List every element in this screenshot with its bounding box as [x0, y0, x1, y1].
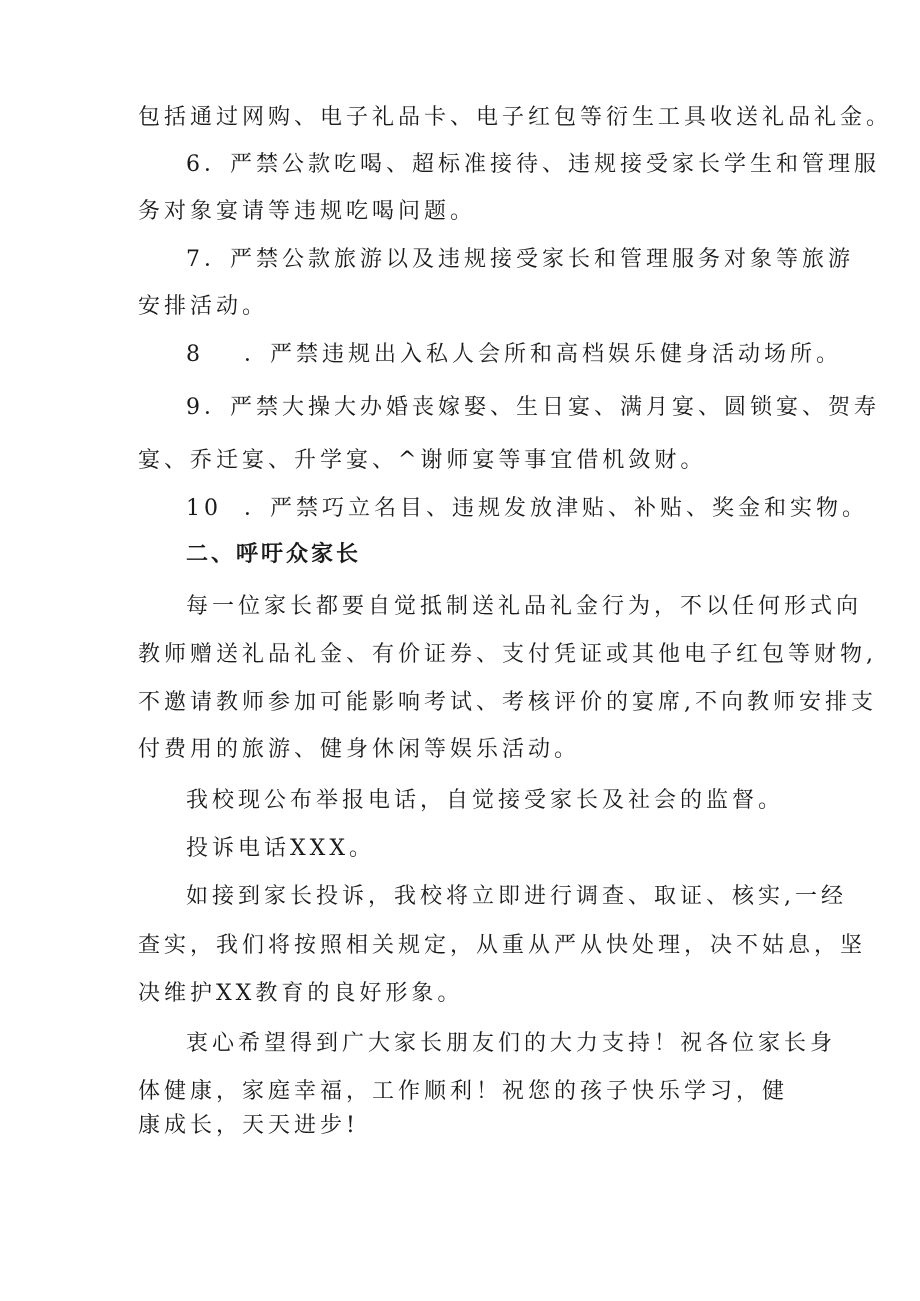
paragraph-line: 决维护XX教育的良好形象。 — [138, 981, 464, 1006]
paragraph-line: 衷心希望得到广大家长朋友们的大力支持！祝各位家长身 — [186, 1031, 837, 1056]
complaint-phone-line: 投诉电话XXX。 — [186, 836, 375, 861]
paragraph-line: 体健康，家庭幸福，工作顺利！祝您的孩子快乐学习，健 — [138, 1079, 789, 1104]
item-6-line: 6．严禁公款吃喝、超标准接待、违规接受家长学生和管理服 — [186, 152, 880, 177]
item-9-line: 9．严禁大操大办婚丧嫁娶、生日宴、满月宴、圆锁宴、贺寿 — [186, 395, 880, 420]
paragraph-line: 查实，我们将按照相关规定，从重从严从快处理，决不姑息，坚 — [138, 933, 867, 958]
paragraph-line: 如接到家长投诉，我校将立即进行调查、取证、核实,一经 — [186, 884, 847, 909]
item-8-line — [186, 340, 842, 370]
text-line: 宴、乔迁宴、升学宴、^谢师宴等事宜借机敛财。 — [138, 448, 707, 473]
item-text: ．严禁巧立名目、违规发放津贴、补贴、奖金和实物。 — [244, 496, 869, 521]
item-number: 10 — [186, 496, 222, 521]
section-heading: 二、呼吁众家长 — [186, 542, 362, 567]
text-line: 务对象宴请等违规吃喝问题。 — [138, 199, 477, 224]
paragraph-line: 康成长，天天进步! — [138, 1113, 359, 1138]
paragraph-line: 付费用的旅游、健身休闲等娱乐活动。 — [138, 737, 581, 762]
paragraph-line: 不邀请教师参加可能影响考试、考核评价的宴席,不向教师安排支 — [138, 690, 877, 715]
item-7-line: 7．严禁公款旅游以及违规接受家长和管理服务对象等旅游 — [186, 247, 854, 272]
item-text: ．严禁违规出入私人会所和高档娱乐健身活动场所。 — [244, 342, 843, 367]
paragraph-line: 我校现公布举报电话，自觉接受家长及社会的监督。 — [186, 788, 785, 813]
text-line: 包括通过网购、电子礼品卡、电子红包等衍生工具收送礼品礼金。 — [138, 105, 893, 130]
item-number: 8 — [186, 342, 204, 367]
item-10-line — [186, 494, 868, 524]
text-line: 安排活动。 — [138, 294, 269, 319]
paragraph-line: 每一位家长都要自觉抵制送礼品礼金行为，不以任何形式向 — [186, 594, 863, 619]
paragraph-line: 教师赠送礼品礼金、有价证券、支付凭证或其他电子红包等财物, — [138, 642, 877, 667]
